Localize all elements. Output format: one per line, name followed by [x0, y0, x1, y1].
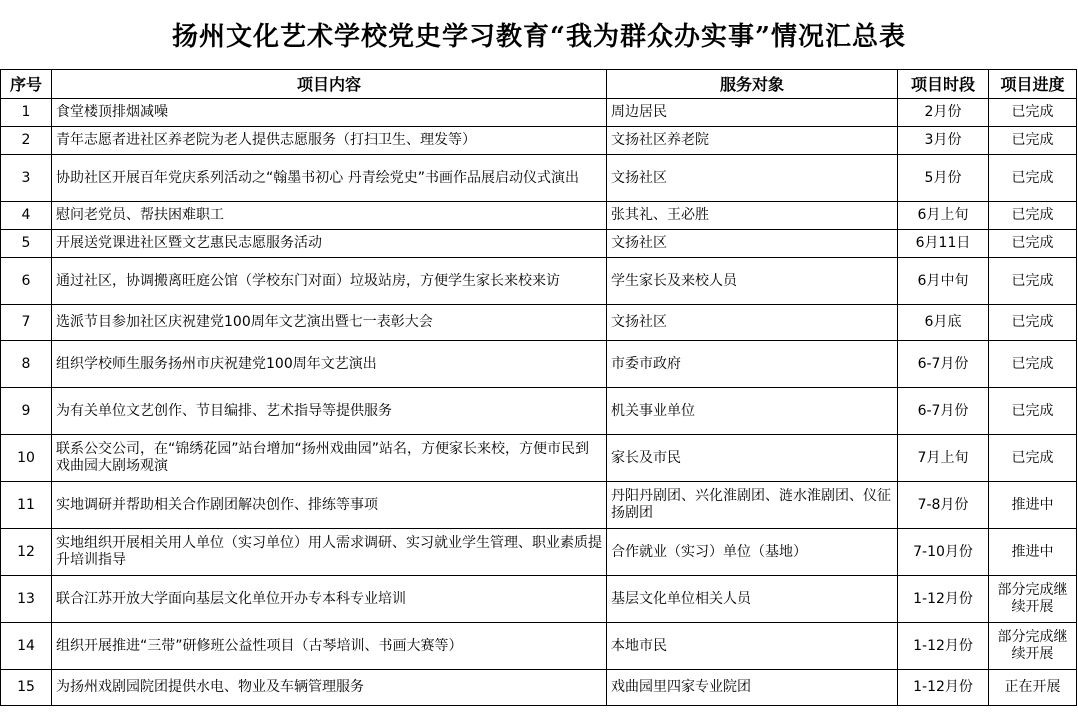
cell-content: 通过社区，协调搬离旺庭公馆（学校东门对面）垃圾站房，方便学生家长来校来访 — [52, 258, 607, 305]
cell-status: 已完成 — [989, 202, 1077, 230]
cell-status: 推进中 — [989, 529, 1077, 576]
cell-no: 4 — [1, 202, 52, 230]
cell-content: 组织开展推进“三带”研修班公益性项目（古琴培训、书画大赛等） — [52, 623, 607, 670]
cell-content: 青年志愿者进社区养老院为老人提供志愿服务（打扫卫生、理发等） — [52, 127, 607, 155]
table-row — [1, 230, 1077, 258]
cell-status: 已完成 — [989, 155, 1077, 202]
cell-content: 为扬州戏剧园院团提供水电、物业及车辆管理服务 — [52, 670, 607, 706]
header-status: 项目进度 — [989, 70, 1077, 99]
cell-target: 张其礼、王必胜 — [607, 202, 898, 230]
cell-target: 文扬社区 — [607, 230, 898, 258]
table-row — [1, 202, 1077, 230]
header-row — [1, 70, 1077, 99]
cell-no: 14 — [1, 623, 52, 670]
table-row — [1, 482, 1077, 529]
cell-no: 11 — [1, 482, 52, 529]
cell-no: 8 — [1, 341, 52, 388]
cell-target: 机关事业单位 — [607, 388, 898, 435]
table-row — [1, 155, 1077, 202]
cell-content: 慰问老党员、帮扶困难职工 — [52, 202, 607, 230]
cell-target: 周边居民 — [607, 99, 898, 127]
cell-time: 7-10月份 — [898, 529, 989, 576]
cell-no: 15 — [1, 670, 52, 706]
cell-target: 基层文化单位相关人员 — [607, 576, 898, 623]
cell-target: 本地市民 — [607, 623, 898, 670]
cell-no: 10 — [1, 435, 52, 482]
cell-target: 文扬社区养老院 — [607, 127, 898, 155]
cell-status: 已完成 — [989, 341, 1077, 388]
cell-target: 文扬社区 — [607, 305, 898, 341]
cell-content: 实地调研并帮助相关合作剧团解决创作、排练等事项 — [52, 482, 607, 529]
cell-no: 12 — [1, 529, 52, 576]
cell-time: 1-12月份 — [898, 576, 989, 623]
page-title: 扬州文化艺术学校党史学习教育“我为群众办实事”情况汇总表 — [172, 22, 906, 52]
cell-status: 已完成 — [989, 230, 1077, 258]
cell-time: 6月11日 — [898, 230, 989, 258]
cell-status: 已完成 — [989, 127, 1077, 155]
cell-content: 食堂楼顶排烟减噪 — [52, 99, 607, 127]
cell-status: 已完成 — [989, 388, 1077, 435]
cell-target: 戏曲园里四家专业院团 — [607, 670, 898, 706]
cell-status: 推进中 — [989, 482, 1077, 529]
cell-time: 7月上旬 — [898, 435, 989, 482]
cell-content: 协助社区开展百年党庆系列活动之“翰墨书初心 丹青绘党史”书画作品展启动仪式演出 — [52, 155, 607, 202]
cell-no: 7 — [1, 305, 52, 341]
cell-time: 6-7月份 — [898, 341, 989, 388]
header-no: 序号 — [1, 70, 52, 99]
table-row — [1, 99, 1077, 127]
table-row — [1, 670, 1077, 706]
table-row — [1, 529, 1077, 576]
cell-status: 正在开展 — [989, 670, 1077, 706]
cell-content: 联合江苏开放大学面向基层文化单位开办专本科专业培训 — [52, 576, 607, 623]
cell-status: 已完成 — [989, 435, 1077, 482]
cell-time: 1-12月份 — [898, 623, 989, 670]
cell-content: 实地组织开展相关用人单位（实习单位）用人需求调研、实习就业学生管理、职业素质提升培训指导 — [52, 529, 607, 576]
cell-status: 已完成 — [989, 99, 1077, 127]
table-row — [1, 388, 1077, 435]
cell-target: 家长及市民 — [607, 435, 898, 482]
cell-status: 已完成 — [989, 305, 1077, 341]
cell-target: 市委市政府 — [607, 341, 898, 388]
cell-no: 1 — [1, 99, 52, 127]
cell-no: 5 — [1, 230, 52, 258]
cell-time: 3月份 — [898, 127, 989, 155]
summary-table — [0, 69, 1077, 706]
table-row — [1, 576, 1077, 623]
cell-time: 1-12月份 — [898, 670, 989, 706]
cell-time: 5月份 — [898, 155, 989, 202]
header-content: 项目内容 — [52, 70, 607, 99]
cell-content: 选派节目参加社区庆祝建党100周年文艺演出暨七一表彰大会 — [52, 305, 607, 341]
cell-content: 组织学校师生服务扬州市庆祝建党100周年文艺演出 — [52, 341, 607, 388]
table-row — [1, 127, 1077, 155]
cell-no: 2 — [1, 127, 52, 155]
table-row — [1, 258, 1077, 305]
table-row — [1, 623, 1077, 670]
cell-status: 部分完成继续开展 — [989, 576, 1077, 623]
cell-target: 合作就业（实习）单位（基地） — [607, 529, 898, 576]
cell-time: 6月底 — [898, 305, 989, 341]
table-row — [1, 341, 1077, 388]
cell-time: 6月中旬 — [898, 258, 989, 305]
cell-content: 开展送党课进社区暨文艺惠民志愿服务活动 — [52, 230, 607, 258]
cell-target: 丹阳丹剧团、兴化淮剧团、涟水淮剧团、仪征扬剧团 — [607, 482, 898, 529]
cell-no: 6 — [1, 258, 52, 305]
header-target: 服务对象 — [607, 70, 898, 99]
table-row — [1, 305, 1077, 341]
cell-time: 6-7月份 — [898, 388, 989, 435]
header-time: 项目时段 — [898, 70, 989, 99]
cell-status: 已完成 — [989, 258, 1077, 305]
cell-target: 学生家长及来校人员 — [607, 258, 898, 305]
cell-target: 文扬社区 — [607, 155, 898, 202]
cell-time: 6月上旬 — [898, 202, 989, 230]
cell-no: 9 — [1, 388, 52, 435]
cell-status: 部分完成继续开展 — [989, 623, 1077, 670]
table-row — [1, 435, 1077, 482]
cell-time: 2月份 — [898, 99, 989, 127]
cell-content: 为有关单位文艺创作、节目编排、艺术指导等提供服务 — [52, 388, 607, 435]
cell-content: 联系公交公司，在“锦绣花园”站台增加“扬州戏曲园”站名，方便家长来校，方便市民到戏曲园大剧场观演 — [52, 435, 607, 482]
cell-no: 3 — [1, 155, 52, 202]
cell-time: 7-8月份 — [898, 482, 989, 529]
cell-no: 13 — [1, 576, 52, 623]
